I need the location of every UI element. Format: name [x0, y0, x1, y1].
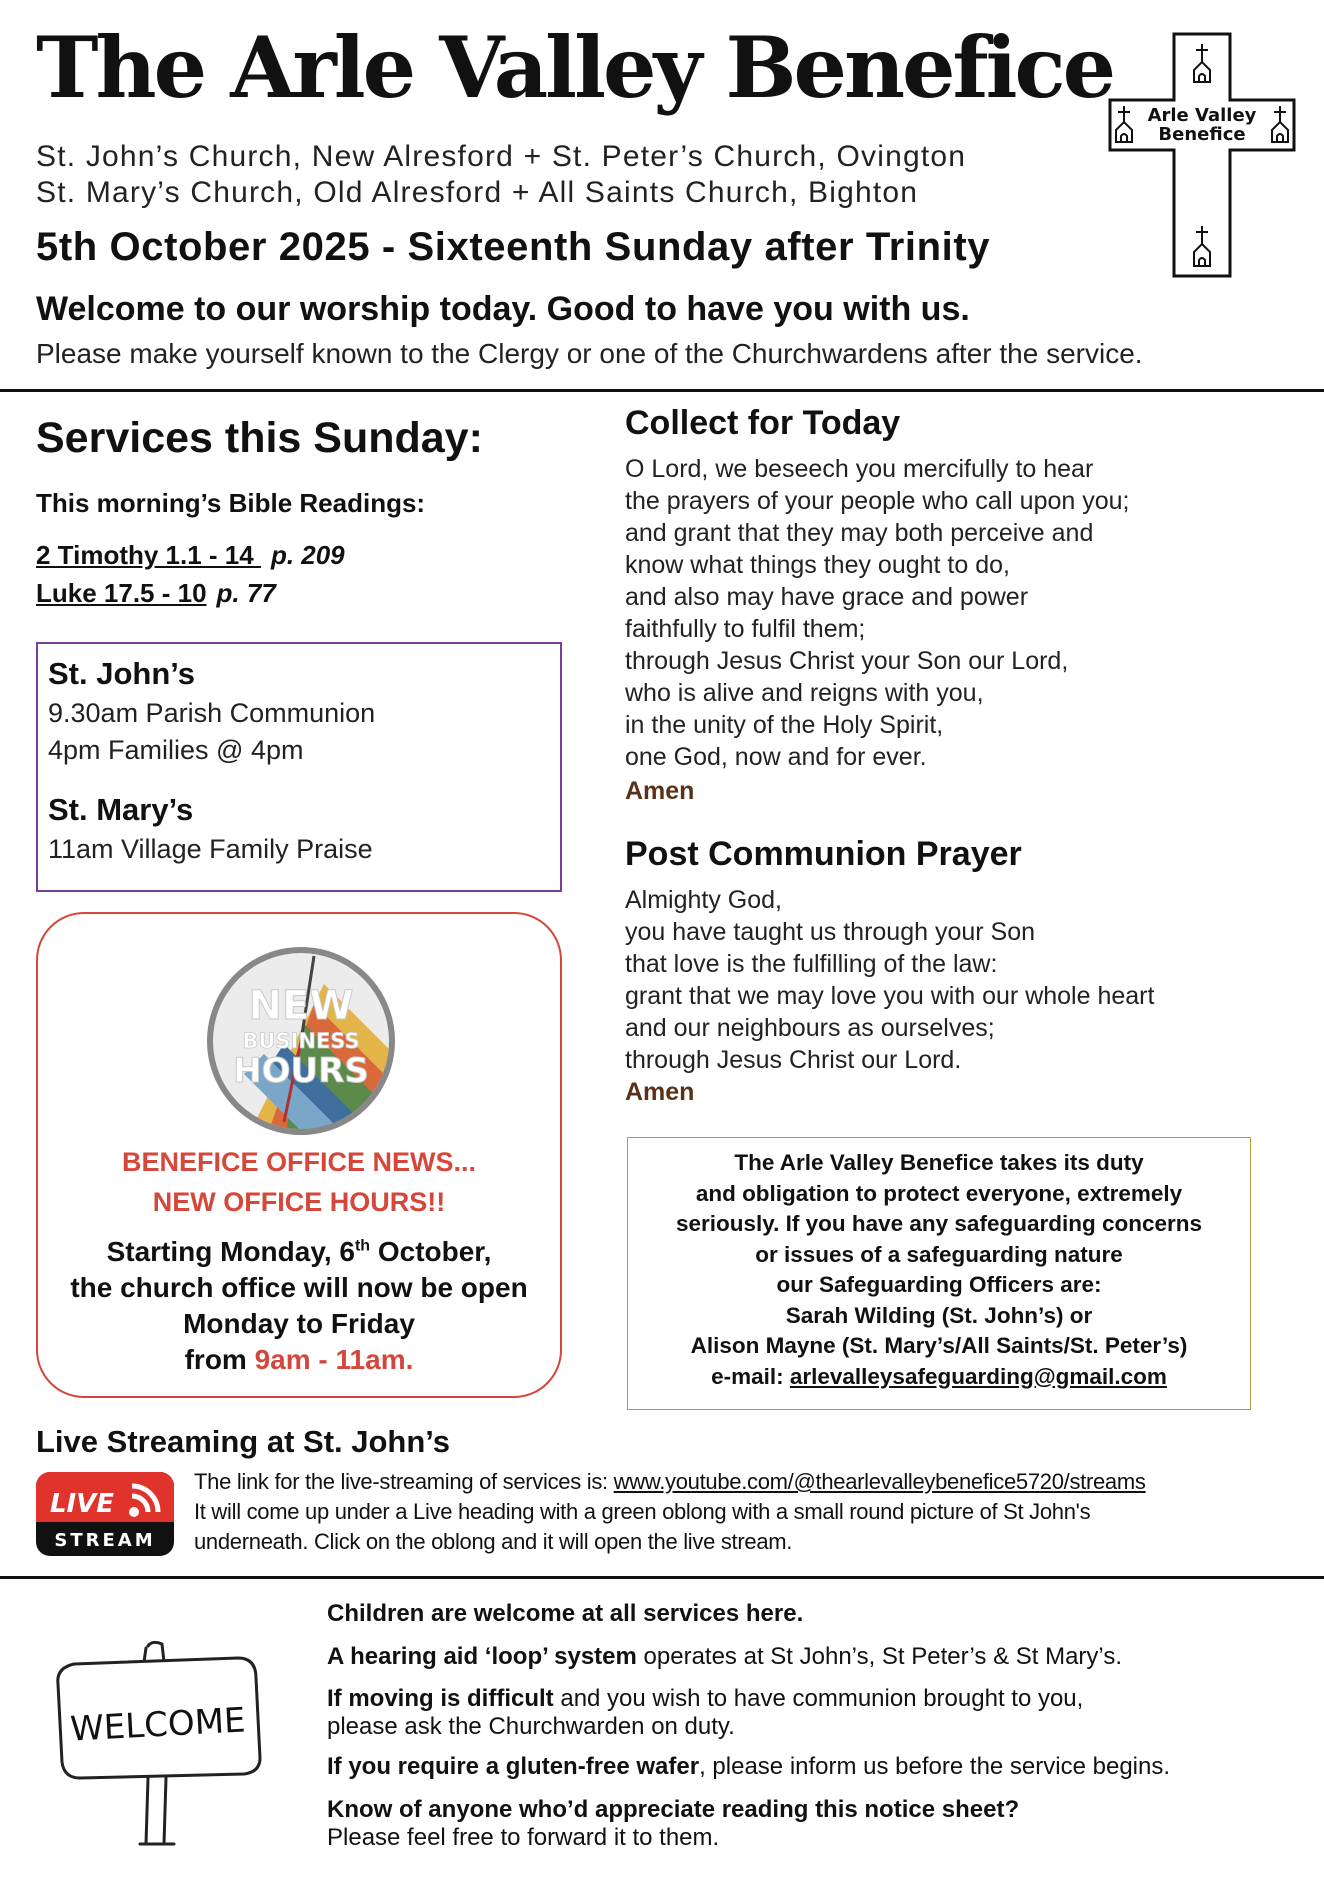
live-text-line-3: underneath. Click on the oblong and it will open the live stream.: [194, 1529, 793, 1554]
footer-moving-line-2: please ask the Churchwarden on duty.: [327, 1713, 735, 1740]
office-hours-heading: NEW OFFICE HOURS!!: [152, 1187, 446, 1217]
live-text-line-2: It will come up under a Live heading with a green oblong with a small round picture of St John's: [194, 1499, 1091, 1524]
prayer-line: and also may have grace and power: [625, 583, 1029, 611]
welcome-sign-icon: [50, 1638, 270, 1848]
service-date: 5th October 2025 - Sixteenth Sunday after Trinity: [36, 225, 991, 269]
post-communion-amen: Amen: [625, 1078, 695, 1106]
safeguarding-email-line: [628, 1362, 1250, 1393]
service-item: 9.30am Parish Communion: [48, 698, 376, 728]
churches-line-2: St. Mary’s Church, Old Alresford + All Saints Church, Bighton: [36, 176, 919, 209]
church-name: St. Mary’s: [48, 792, 194, 827]
live-badge-bottom: STREAM: [54, 1530, 156, 1551]
services-title: Services this Sunday:: [36, 414, 483, 462]
office-hours-value: 9am - 11am.: [254, 1344, 414, 1375]
service-item: 11am Village Family Praise: [48, 834, 373, 864]
collect-text: [625, 453, 1129, 773]
prayer-line: and grant that they may both perceive and: [625, 519, 1094, 547]
prayer-line: and our neighbours as ourselves;: [625, 1014, 995, 1042]
office-start-date: [38, 1236, 560, 1268]
email-label: e-mail:: [711, 1363, 790, 1389]
safeguarding-box: [627, 1137, 1251, 1410]
reading-page: p. 77: [216, 578, 276, 608]
churches-line-1: St. John’s Church, New Alresford + St. Peter’s Church, Ovington: [36, 140, 967, 173]
prayer-line: through Jesus Christ our Lord.: [625, 1046, 962, 1074]
new-business-hours-clock-icon: [204, 944, 398, 1138]
benefice-logo: [1108, 32, 1296, 278]
safeguarding-line: The Arle Valley Benefice takes its duty: [734, 1150, 1144, 1175]
page-title: The Arle Valley Benefice: [36, 18, 1114, 117]
logo-line-2: Benefice: [1158, 124, 1246, 145]
collect-title: Collect for Today: [625, 404, 901, 442]
footer-divider: [0, 1576, 1324, 1579]
loop-bold: A hearing aid ‘loop’ system: [327, 1643, 637, 1670]
prayer-line: that love is the fulfilling of the law:: [625, 950, 998, 978]
footer-know-line-2: Please feel free to forward it to them.: [327, 1824, 720, 1851]
office-hours-line: [38, 1344, 560, 1376]
prayer-line: you have taught us through your Son: [625, 918, 1036, 946]
office-start-pre: Starting Monday, 6: [106, 1236, 355, 1267]
prayer-line: Almighty God,: [625, 886, 783, 914]
service-item: 4pm Families @ 4pm: [48, 735, 304, 765]
children-text: Children are welcome at all services here.: [327, 1600, 804, 1627]
prayer-line: one God, now and for ever.: [625, 743, 927, 771]
safeguarding-line: our Safeguarding Officers are:: [776, 1272, 1102, 1297]
footer-gluten: [327, 1753, 1170, 1781]
prayer-line: grant that we may love you with our whole heart: [625, 982, 1155, 1010]
safeguarding-line: Alison Mayne (St. Mary’s/All Saints/St. Peter’s): [690, 1333, 1188, 1358]
prayer-line: the prayers of your people who call upon you;: [625, 487, 1130, 515]
prayer-line: O Lord, we beseech you mercifully to hear: [625, 455, 1094, 483]
church-name: St. John’s: [48, 656, 195, 691]
cross-with-churches-icon: [1108, 32, 1296, 278]
gluten-rest: , please inform us before the service begins.: [699, 1753, 1171, 1780]
safeguarding-email-link[interactable]: arlevalleysafeguarding@gmail.com: [789, 1363, 1167, 1389]
office-from-label: from: [184, 1344, 255, 1375]
safeguarding-line: and obligation to protect everyone, extremely: [695, 1180, 1183, 1206]
safeguarding-line: or issues of a safeguarding nature: [755, 1241, 1123, 1267]
gluten-bold: If you require a gluten-free wafer: [327, 1753, 700, 1780]
clock-line-1: NEW: [248, 983, 354, 1029]
safeguarding-line: seriously. If you have any safeguarding concerns: [675, 1211, 1202, 1236]
office-start-sup: th: [354, 1237, 371, 1255]
prayer-line: faithfully to fulfil them;: [625, 615, 866, 643]
reading-1: [36, 540, 345, 571]
office-open-line: the church office will now be open: [70, 1272, 528, 1303]
header-divider: [0, 389, 1324, 392]
clock-line-2: BUSINESS: [242, 1029, 360, 1053]
post-communion-title: Post Communion Prayer: [625, 835, 1022, 873]
reading-ref: 2 Timothy 1.1 - 14: [36, 540, 261, 570]
reading-2: [36, 578, 276, 609]
office-news-box: [36, 912, 562, 1398]
loop-rest: operates at St John’s, St Peter’s & St Mary’s.: [636, 1643, 1122, 1670]
live-badge-top: LIVE: [49, 1489, 115, 1519]
office-news-heading: BENEFICE OFFICE NEWS...: [121, 1147, 477, 1177]
welcome-sign-text: WELCOME: [69, 1700, 247, 1750]
moving-bold: If moving is difficult: [327, 1685, 554, 1712]
live-text-line-1: [194, 1469, 1146, 1495]
live-stream-icon: [36, 1472, 174, 1556]
live-streaming-title: Live Streaming at St. John’s: [36, 1424, 451, 1459]
safeguarding-line: Sarah Wilding (St. John’s) or: [785, 1302, 1093, 1328]
services-box: [36, 642, 562, 892]
office-days-line: Monday to Friday: [183, 1308, 415, 1339]
readings-title: This morning’s Bible Readings:: [36, 488, 426, 518]
live-text-pre: The link for the live-streaming of services is:: [194, 1469, 614, 1494]
moving-rest: and you wish to have communion brought to you,: [553, 1685, 1084, 1712]
prayer-line: who is alive and reigns with you,: [625, 679, 984, 707]
reading-ref: Luke 17.5 - 10: [36, 578, 207, 608]
office-start-post: October,: [370, 1236, 492, 1267]
footer-know: [327, 1796, 1019, 1824]
reading-page: p. 209: [270, 540, 345, 570]
footer-children: [327, 1600, 803, 1628]
prayer-line: in the unity of the Holy Spirit,: [625, 711, 944, 739]
footer-loop: [327, 1643, 1122, 1671]
footer-moving: [327, 1685, 1083, 1713]
know-bold: Know of anyone who’d appreciate reading this notice sheet?: [327, 1796, 1020, 1823]
clock-line-3: HOURS: [233, 1051, 369, 1091]
prayer-line: through Jesus Christ your Son our Lord,: [625, 647, 1069, 675]
welcome-heading: Welcome to our worship today. Good to have you with us.: [36, 290, 970, 328]
welcome-subtext: Please make yourself known to the Clergy or one of the Churchwardens after the service.: [36, 338, 1143, 369]
logo-line-1: Arle Valley: [1147, 105, 1257, 126]
post-communion-text: [625, 884, 1154, 1076]
live-stream-link[interactable]: www.youtube.com/@thearlevalleybenefice5720/streams: [613, 1469, 1146, 1494]
prayer-line: know what things they ought to do,: [625, 551, 1010, 579]
collect-amen: Amen: [625, 777, 695, 805]
